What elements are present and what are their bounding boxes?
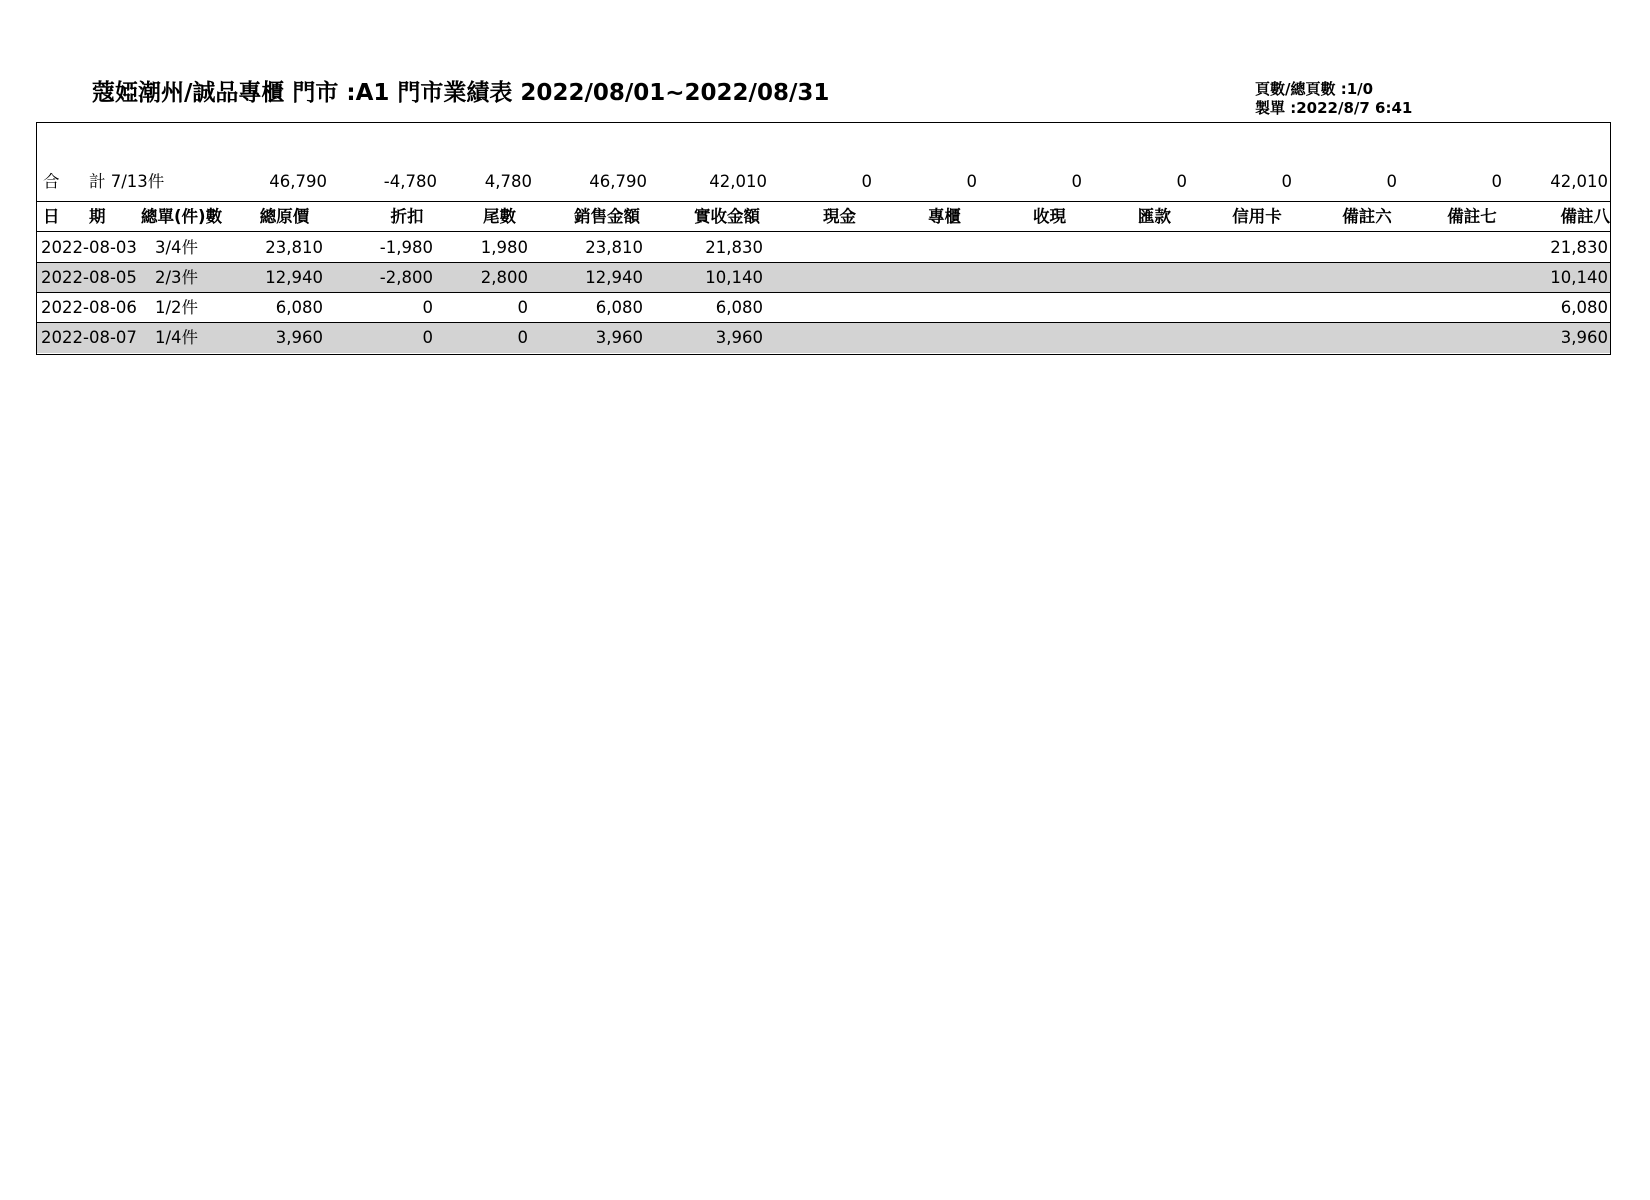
header-count: 總單(件)數: [141, 207, 223, 226]
row-count: 1/4件: [155, 328, 199, 347]
row-discount: 0: [422, 328, 433, 347]
header-note-8: 備註八: [1560, 207, 1610, 226]
header-date-a: 日: [43, 207, 60, 226]
total-counter: 0: [966, 172, 977, 191]
header-credit-card: 信用卡: [1232, 207, 1282, 226]
row-remainder: 1,980: [480, 238, 528, 257]
row-original-price: 23,810: [265, 238, 323, 257]
total-remittance: 0: [1176, 172, 1187, 191]
made-time: 製單 :2022/8/7 6:41: [1255, 99, 1413, 117]
header-received-amount: 實收金額: [694, 207, 760, 226]
row-sales-amount: 23,810: [585, 238, 643, 257]
total-remainder: 4,780: [484, 172, 532, 191]
row-sales-amount: 6,080: [595, 298, 643, 317]
row-note-8: 3,960: [1560, 328, 1608, 347]
report-title: 蔻婭潮州/誠品專櫃 門市 :A1 門市業績表 2022/08/01~2022/08/31: [92, 80, 830, 106]
total-original-price: 46,790: [269, 172, 327, 191]
row-original-price: 12,940: [265, 268, 323, 287]
row-received-amount: 3,960: [715, 328, 763, 347]
header-remainder: 尾數: [483, 207, 516, 226]
row-sales-amount: 3,960: [595, 328, 643, 347]
row-note-8: 21,830: [1550, 238, 1608, 257]
row-original-price: 3,960: [275, 328, 323, 347]
total-discount: -4,780: [383, 172, 437, 191]
row-note-8: 6,080: [1560, 298, 1608, 317]
table-row: [37, 233, 1610, 263]
report-meta: [1255, 80, 1412, 118]
table-row: [37, 293, 1610, 323]
header-discount: 折扣: [390, 207, 424, 226]
row-original-price: 6,080: [275, 298, 323, 317]
table-row: [37, 323, 1610, 353]
row-discount: -2,800: [379, 268, 433, 287]
row-count: 1/2件: [155, 298, 199, 317]
row-remainder: 0: [517, 298, 528, 317]
row-date: 2022-08-06: [41, 298, 137, 317]
row-received-amount: 6,080: [715, 298, 763, 317]
table-row: [37, 263, 1610, 293]
page-info: 頁數/總頁數 :1/0: [1255, 80, 1374, 98]
total-received-amount: 42,010: [709, 172, 767, 191]
row-received-amount: 21,830: [705, 238, 763, 257]
totals-label-a: 合: [43, 172, 60, 191]
row-received-amount: 10,140: [705, 268, 763, 287]
row-date: 2022-08-03: [41, 238, 137, 257]
header-sales-amount: 銷售金額: [574, 207, 640, 226]
row-remainder: 2,800: [480, 268, 528, 287]
row-sales-amount: 12,940: [585, 268, 643, 287]
row-discount: -1,980: [379, 238, 433, 257]
row-count: 3/4件: [155, 238, 199, 257]
totals-label-b: 計 7/13件: [89, 172, 165, 191]
sales-report-table: [36, 122, 1611, 355]
row-date: 2022-08-07: [41, 328, 137, 347]
total-note-7: 0: [1491, 172, 1502, 191]
row-date: 2022-08-05: [41, 268, 137, 287]
row-note-8: 10,140: [1550, 268, 1608, 287]
header-remittance: 匯款: [1138, 207, 1171, 226]
row-remainder: 0: [517, 328, 528, 347]
header-note-6: 備註六: [1342, 207, 1392, 226]
total-cash: 0: [861, 172, 872, 191]
total-sales-amount: 46,790: [589, 172, 647, 191]
header-collect: 收現: [1033, 207, 1066, 226]
header-date-b: 期: [89, 207, 106, 226]
header-note-7: 備註七: [1447, 207, 1497, 226]
total-credit-card: 0: [1281, 172, 1292, 191]
total-collect: 0: [1071, 172, 1082, 191]
row-discount: 0: [422, 298, 433, 317]
header-cash: 現金: [823, 207, 856, 226]
total-note-8: 42,010: [1550, 172, 1608, 191]
totals-row: [37, 162, 1610, 202]
header-original-price: 總原價: [259, 207, 310, 226]
total-note-6: 0: [1386, 172, 1397, 191]
row-count: 2/3件: [155, 268, 199, 287]
column-header-row: [37, 202, 1610, 232]
header-counter: 專櫃: [928, 207, 961, 226]
